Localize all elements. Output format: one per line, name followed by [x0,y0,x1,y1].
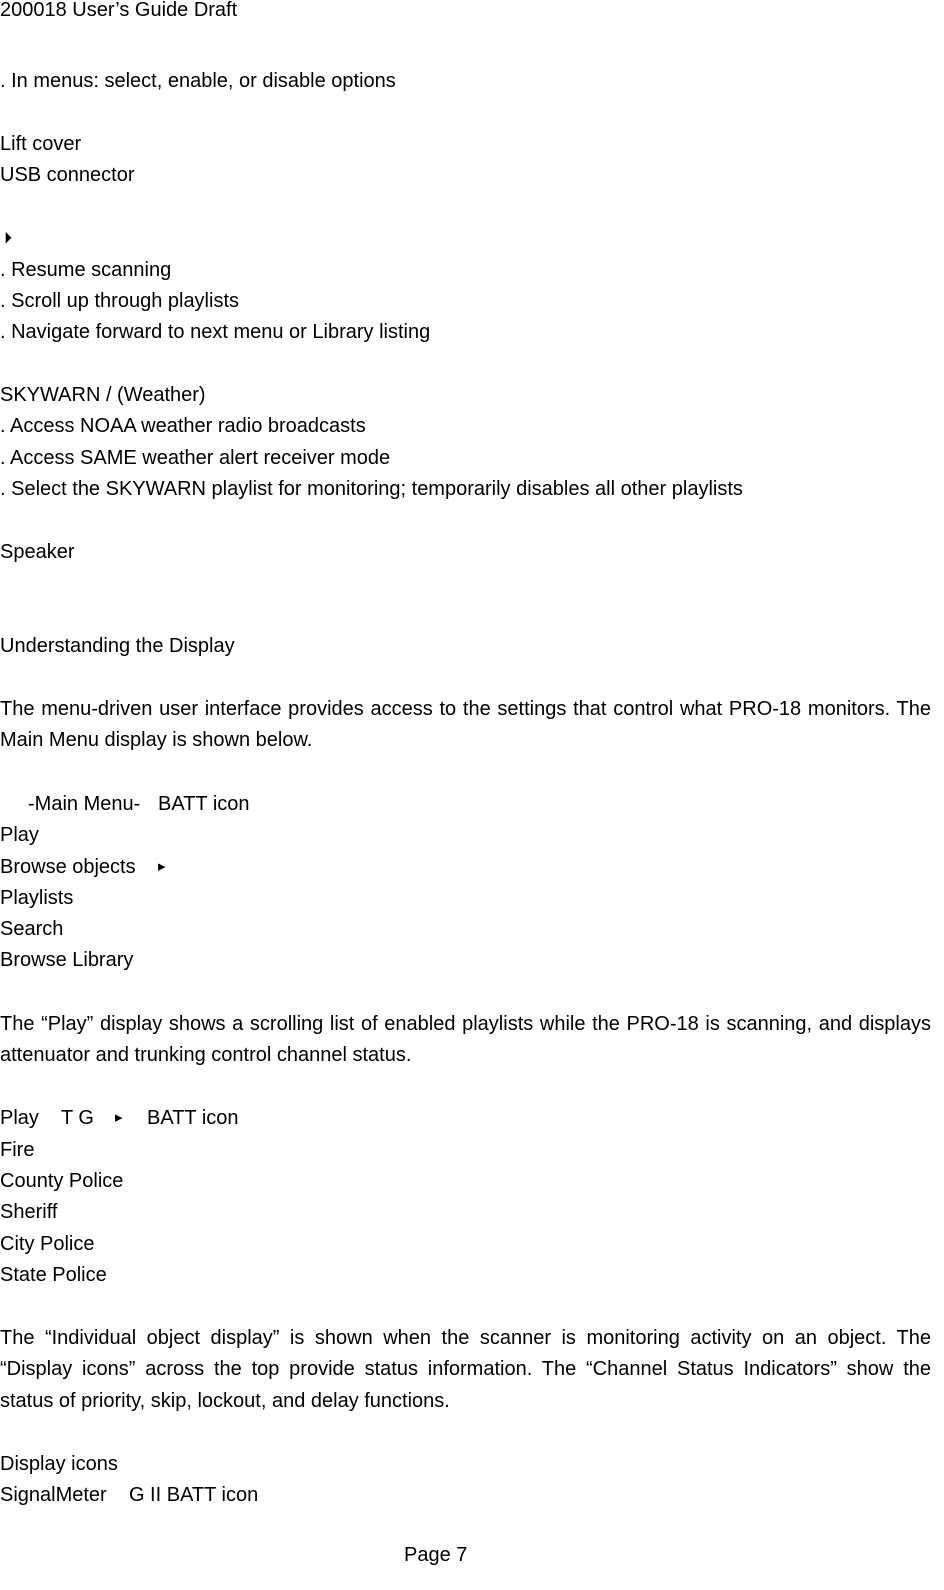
main-menu-arrow-icon: ▸ [158,858,166,875]
main-menu-batt-icon: BATT icon [158,793,250,815]
speaker-label: Speaker [0,541,75,563]
playlist-item: State Police [0,1264,107,1286]
page-number: Page 7 [404,1544,468,1566]
main-menu-title: -Main Menu- [28,793,141,815]
play-screen-batt-icon: BATT icon [147,1107,239,1129]
main-menu-item: Browse Library [0,949,134,971]
main-menu-item: Playlists [0,887,74,909]
lift-cover-label: Lift cover [0,133,82,155]
skywarn-title: SKYWARN / (Weather) [0,384,206,406]
main-menu-item: Search [0,918,64,940]
playlist-item: County Police [0,1170,124,1192]
same-text: . Access SAME weather alert receiver mode [0,447,391,469]
play-screen-title: Play [0,1107,39,1129]
display-icons-row: SignalMeter G II BATT icon [0,1484,259,1506]
section-heading: Understanding the Display [0,635,235,657]
noaa-text: . Access NOAA weather radio broadcasts [0,415,366,437]
display-icons-label: Display icons [0,1453,118,1475]
resume-scanning-text: . Resume scanning [0,259,172,281]
play-screen-tg: T G [61,1107,94,1129]
scroll-up-text: . Scroll up through playlists [0,290,240,312]
play-description: The “Play” display shows a scrolling list of enabled playlists while the PRO-18 is scanning, and displays attenuator and trunking control channel status. [0,1013,931,1067]
main-menu-item: Play [0,824,39,846]
playlist-item: City Police [0,1233,95,1255]
select-skywarn-text: . Select the SKYWARN playlist for monitoring; temporarily disables all other playlists [0,478,743,500]
playlist-item: Fire [0,1139,35,1161]
main-menu-item: Browse objects [0,856,136,878]
intro-paragraph: The menu-driven user interface provides access to the settings that control what PRO-18 monitors. The Main Menu display is shown below. [0,698,931,752]
object-description: The “Individual object display” is shown when the scanner is monitoring activity on an object. The “Display icons” across the top provide status information. The “Channel Status Indicators” show the status of priority, skip, lockout, and delay functions. [0,1327,931,1412]
enter-key-description: . In menus: select, enable, or disable options [0,70,396,92]
playlist-item: Sheriff [0,1201,58,1223]
play-screen-arrow-icon: ▸ [115,1109,123,1126]
page-header: 200018 User’s Guide Draft [0,0,238,21]
navigate-forward-text: . Navigate forward to next menu or Library listing [0,321,431,343]
right-arrow-icon: ⏵ [4,230,13,247]
usb-connector-label: USB connector [0,164,135,186]
